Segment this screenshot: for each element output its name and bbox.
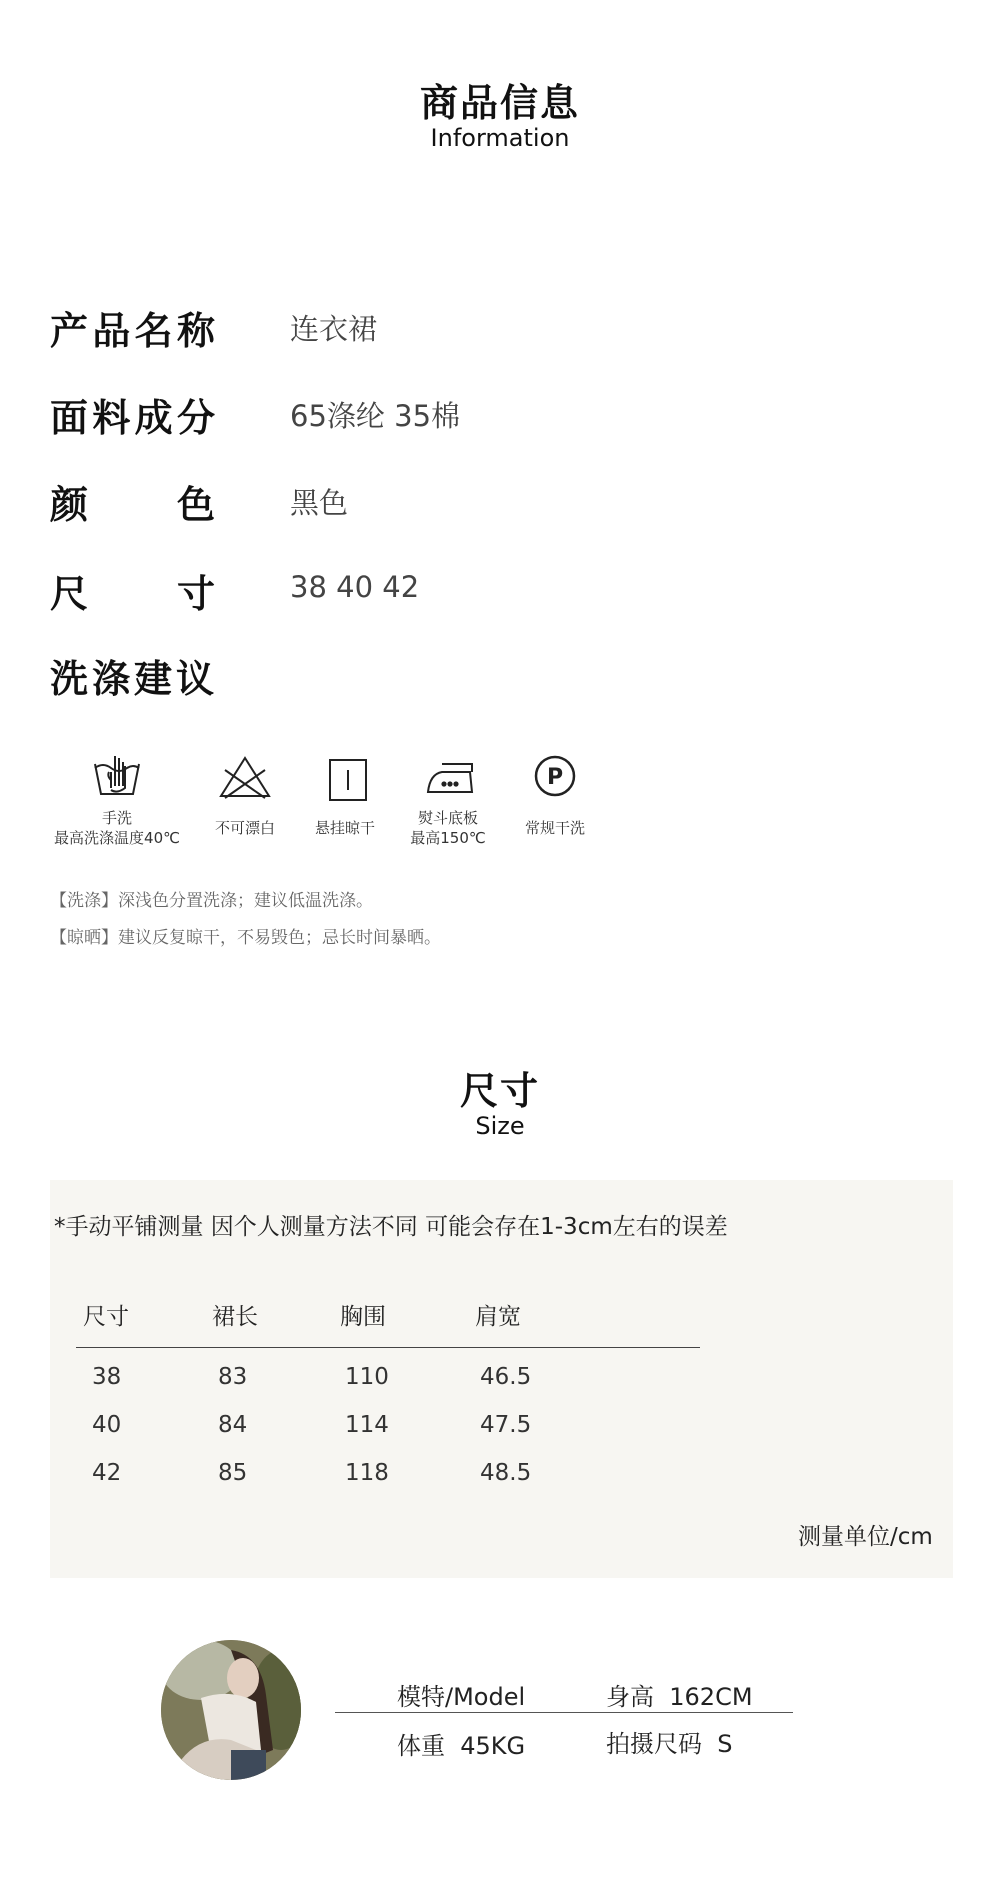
dry-clean-p-icon: [525, 750, 585, 804]
iron-label: 熨斗底板 最高150℃: [410, 809, 486, 847]
model-weight: 体重 45KG: [397, 1732, 526, 1760]
fabric-label: 面 料 成 分: [50, 396, 215, 440]
table-cell: 84: [218, 1412, 248, 1438]
model-label: 模特/Model: [397, 1683, 526, 1711]
table-cell: 38: [92, 1364, 122, 1390]
size-section-subtitle: Size: [475, 1112, 525, 1140]
dry-note: 【晾晒】建议反复晾干，不易毁色；忌长时间暴晒。: [50, 928, 441, 948]
wash-note: 【洗涤】深浅色分置洗涤；建议低温洗涤。: [50, 891, 373, 911]
table-cell: 46.5: [480, 1364, 532, 1390]
header-length: 裙长: [212, 1304, 258, 1330]
color-value: 黑色: [290, 486, 349, 520]
measurement-note: *手动平铺测量 因个人测量方法不同 可能会存在1-3cm左右的误差: [54, 1214, 728, 1240]
hand-wash-label: 手洗 最高洗涤温度40℃: [54, 809, 180, 847]
iron-icon: [420, 752, 480, 806]
header-size: 尺寸: [83, 1304, 129, 1330]
dry-clean-label: 常规干洗: [524, 819, 586, 837]
hang-dry-label: 悬挂晾干: [314, 819, 376, 837]
table-cell: 85: [218, 1460, 248, 1486]
table-cell: 114: [345, 1412, 389, 1438]
model-size: 拍摄尺码 S: [606, 1730, 733, 1758]
product-name-value: 连衣裙: [290, 312, 378, 346]
size-label: 尺 寸: [50, 572, 215, 616]
model-height: 身高 162CM: [606, 1683, 753, 1711]
table-cell: 42: [92, 1460, 122, 1486]
size-value: 38 40 42: [290, 570, 420, 604]
care-title: 洗涤建议: [50, 657, 219, 701]
table-cell: 83: [218, 1364, 248, 1390]
no-bleach-label: 不可漂白: [214, 819, 276, 837]
header-bust: 胸围: [340, 1304, 386, 1330]
table-divider: [76, 1347, 700, 1348]
product-name-label: 产 品 名 称: [50, 309, 215, 353]
table-cell: 40: [92, 1412, 122, 1438]
hang-dry-icon: [318, 756, 378, 810]
no-bleach-icon: [215, 752, 275, 806]
header-shoulder: 肩宽: [475, 1304, 521, 1330]
table-cell: 110: [345, 1364, 389, 1390]
color-label: 颜 色: [50, 483, 215, 527]
fabric-value: 65涤纶 35棉: [290, 399, 461, 433]
table-cell: 47.5: [480, 1412, 532, 1438]
table-cell: 48.5: [480, 1460, 532, 1486]
table-cell: 118: [345, 1460, 389, 1486]
hand-wash-icon: [87, 750, 147, 804]
size-section-title: 尺寸: [459, 1069, 540, 1113]
info-section-title: 商品信息: [419, 81, 580, 125]
unit-label: 测量单位/cm: [798, 1524, 933, 1550]
model-divider: [335, 1712, 793, 1713]
model-avatar: [161, 1640, 301, 1780]
svg-text:P: P: [546, 765, 564, 790]
info-section-subtitle: Information: [430, 124, 570, 152]
